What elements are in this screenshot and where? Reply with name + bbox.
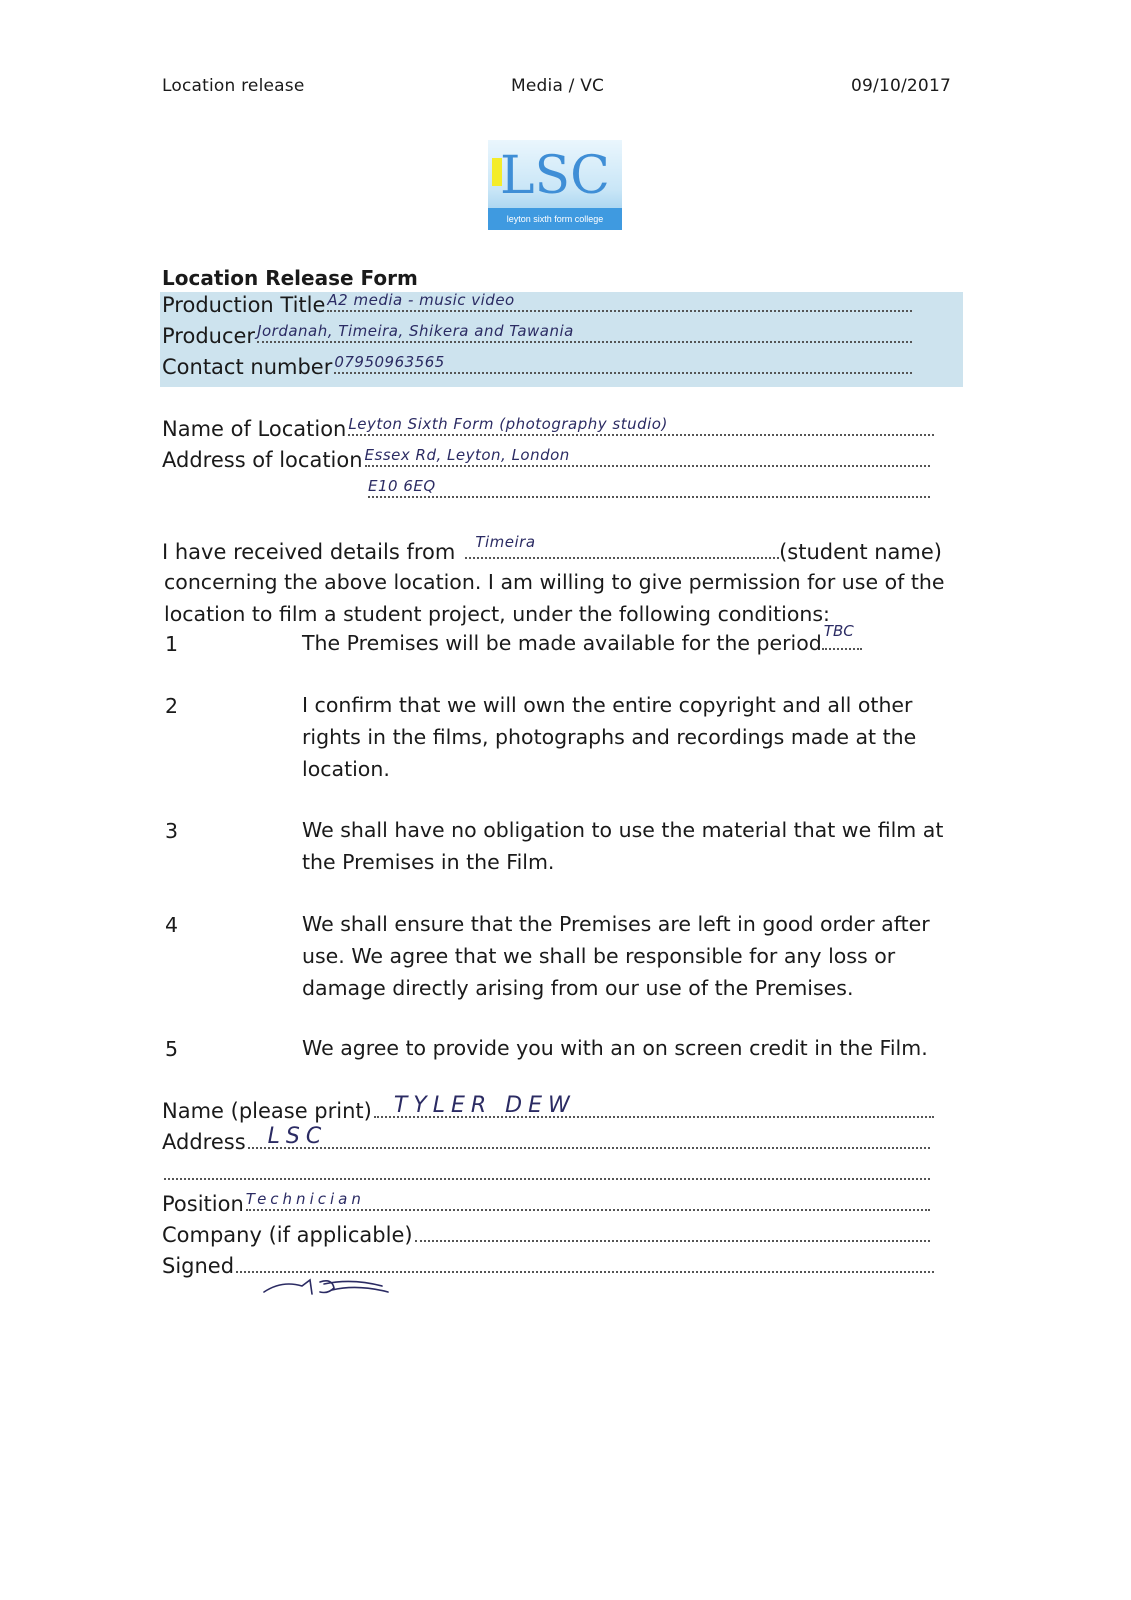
signoff-name-line xyxy=(162,1093,934,1123)
contact-number-value: 07950963565 xyxy=(334,353,445,371)
condition-4-number: 4 xyxy=(165,913,179,937)
condition-5-number: 5 xyxy=(165,1037,179,1061)
address-value-1: Essex Rd, Leyton, London xyxy=(364,446,570,464)
signoff-company-field[interactable] xyxy=(415,1222,930,1242)
location-name-label: Name of Location xyxy=(162,417,347,441)
condition-3-text: We shall have no obligation to use the material that we film at the Premises in the Film. xyxy=(302,818,944,874)
producer-line xyxy=(162,323,912,348)
logo-tagline: leyton sixth form college xyxy=(488,208,622,230)
student-name-field[interactable] xyxy=(465,533,779,559)
consent-prefix: I have received details from xyxy=(162,540,456,564)
address-line-2 xyxy=(366,478,930,498)
production-title-line xyxy=(162,292,912,317)
signoff-position-label: Position xyxy=(162,1192,244,1216)
period-field[interactable] xyxy=(822,622,862,650)
signoff-name-field[interactable] xyxy=(374,1093,934,1118)
condition-1-number: 1 xyxy=(165,632,179,656)
signature-scribble xyxy=(262,1276,392,1298)
condition-5-text: We agree to provide you with an on screen credit in the Film. xyxy=(302,1036,928,1060)
production-title-field[interactable] xyxy=(327,292,912,312)
location-name-field[interactable] xyxy=(348,416,934,436)
signoff-address-field-2[interactable] xyxy=(164,1160,930,1180)
logo-text: LSC xyxy=(500,146,610,206)
signoff-address-field[interactable] xyxy=(248,1124,930,1149)
producer-value: Jordanah, Timeira, Shikera and Tawania xyxy=(257,322,574,340)
production-title-value: A2 media - music video xyxy=(327,291,515,309)
contact-number-label: Contact number xyxy=(162,355,333,379)
signature-field[interactable] xyxy=(236,1253,934,1273)
condition-1-label: The Premises will be made available for the period xyxy=(302,631,822,655)
address-line-1 xyxy=(162,447,930,472)
header-date: 09/10/2017 xyxy=(851,76,951,96)
signoff-company-line xyxy=(162,1222,930,1247)
location-name-value: Leyton Sixth Form (photography studio) xyxy=(348,415,668,433)
address-value-2: E10 6EQ xyxy=(368,477,436,495)
producer-label: Producer xyxy=(162,324,256,348)
condition-4-text: We shall ensure that the Premises are left in good order after use. We agree that we shall be responsible for any loss or damage directly arising from our use of the Premises. xyxy=(302,912,930,1000)
consent-suffix: (student name) xyxy=(779,540,942,564)
signoff-address-value: LSC xyxy=(267,1124,328,1149)
contact-number-field[interactable] xyxy=(334,354,912,374)
signoff-name-label: Name (please print) xyxy=(162,1099,372,1123)
college-logo xyxy=(488,140,622,230)
signoff-company-label: Company (if applicable) xyxy=(162,1223,413,1247)
student-name-line xyxy=(162,533,942,564)
signoff-position-field[interactable] xyxy=(246,1191,930,1211)
student-name-value: Timeira xyxy=(475,533,536,551)
signoff-position-value: Technician xyxy=(245,1190,365,1208)
signoff-address-line xyxy=(162,1124,930,1154)
period-value: TBC xyxy=(823,622,854,640)
address-label: Address of location xyxy=(162,448,363,472)
signoff-signed-line xyxy=(162,1253,934,1278)
condition-1-text xyxy=(302,622,962,659)
consent-body: concerning the above location. I am willing to give permission for use of the location to film a student project, under the following conditions: xyxy=(164,570,945,626)
producer-field[interactable] xyxy=(257,323,912,343)
signoff-signed-label: Signed xyxy=(162,1254,235,1278)
address-field-1[interactable] xyxy=(365,447,930,467)
address-field-2[interactable] xyxy=(368,478,930,498)
location-name-line xyxy=(162,416,934,441)
form-title: Location Release Form xyxy=(162,266,418,290)
signoff-address-line-2 xyxy=(162,1160,930,1180)
condition-2-number: 2 xyxy=(165,694,179,718)
condition-2-text: I confirm that we will own the entire copyright and all other rights in the films, photographs and recordings made at the location. xyxy=(302,693,917,781)
header-left: Location release xyxy=(162,76,305,96)
contact-number-line xyxy=(162,354,912,379)
signoff-address-label: Address xyxy=(162,1130,246,1154)
signoff-name-value: TYLER DEW xyxy=(393,1093,576,1118)
header-center: Media / VC xyxy=(511,76,605,96)
signoff-position-line xyxy=(162,1191,930,1216)
production-title-label: Production Title xyxy=(162,293,326,317)
condition-3-number: 3 xyxy=(165,819,179,843)
